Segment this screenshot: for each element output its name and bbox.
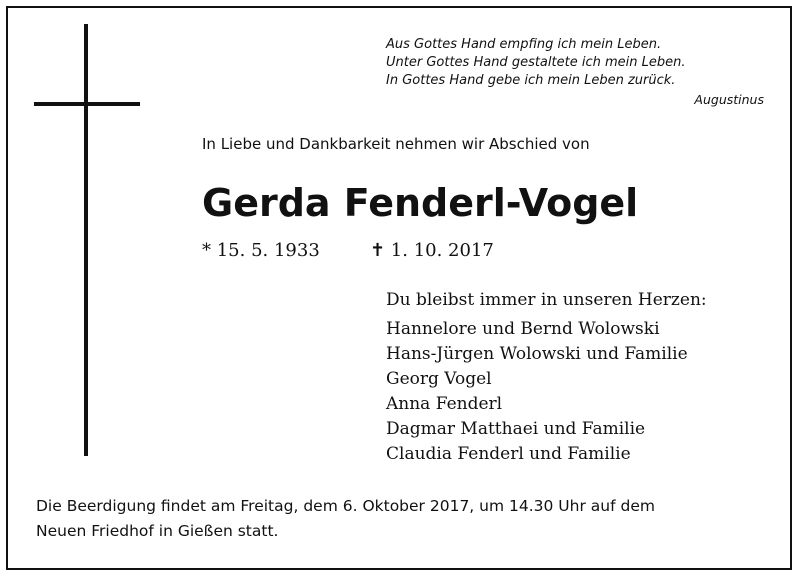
mourner-name: Claudia Fenderl und Familie: [386, 444, 631, 464]
mourner-name: Hannelore und Bernd Wolowski: [386, 319, 660, 339]
funeral-info: [36, 494, 772, 544]
bible-quote: [386, 36, 768, 109]
mourner-name: Dagmar Matthaei und Familie: [386, 419, 646, 439]
mourners-list: [386, 288, 707, 467]
quote-author: Augustinus: [694, 92, 764, 107]
mourner-name: Hans-Jürgen Wolowski und Familie: [386, 344, 688, 364]
cross-icon-horizontal: [34, 102, 140, 106]
funeral-line: Die Beerdigung findet am Freitag, dem 6. Oktober 2017, um 14.30 Uhr auf dem: [36, 497, 655, 515]
mourners-heading: Du bleibst immer in unseren Herzen:: [386, 290, 707, 310]
funeral-line: Neuen Friedhof in Gießen statt.: [36, 522, 279, 540]
quote-line: In Gottes Hand gebe ich mein Leben zurück.: [386, 73, 676, 88]
birth-date: * 15. 5. 1933: [202, 240, 320, 261]
cross-icon-vertical: [84, 24, 88, 456]
life-dates: [202, 240, 494, 261]
intro-text: In Liebe und Dankbarkeit nehmen wir Abschied von: [202, 135, 590, 153]
quote-line: Unter Gottes Hand gestaltete ich mein Leben.: [386, 55, 686, 70]
death-date: ✝ 1. 10. 2017: [370, 240, 494, 261]
mourner-name: Anna Fenderl: [386, 394, 503, 414]
mourner-name: Georg Vogel: [386, 369, 492, 389]
quote-line: Aus Gottes Hand empfing ich mein Leben.: [386, 37, 662, 52]
deceased-name: Gerda Fenderl-Vogel: [202, 181, 639, 225]
